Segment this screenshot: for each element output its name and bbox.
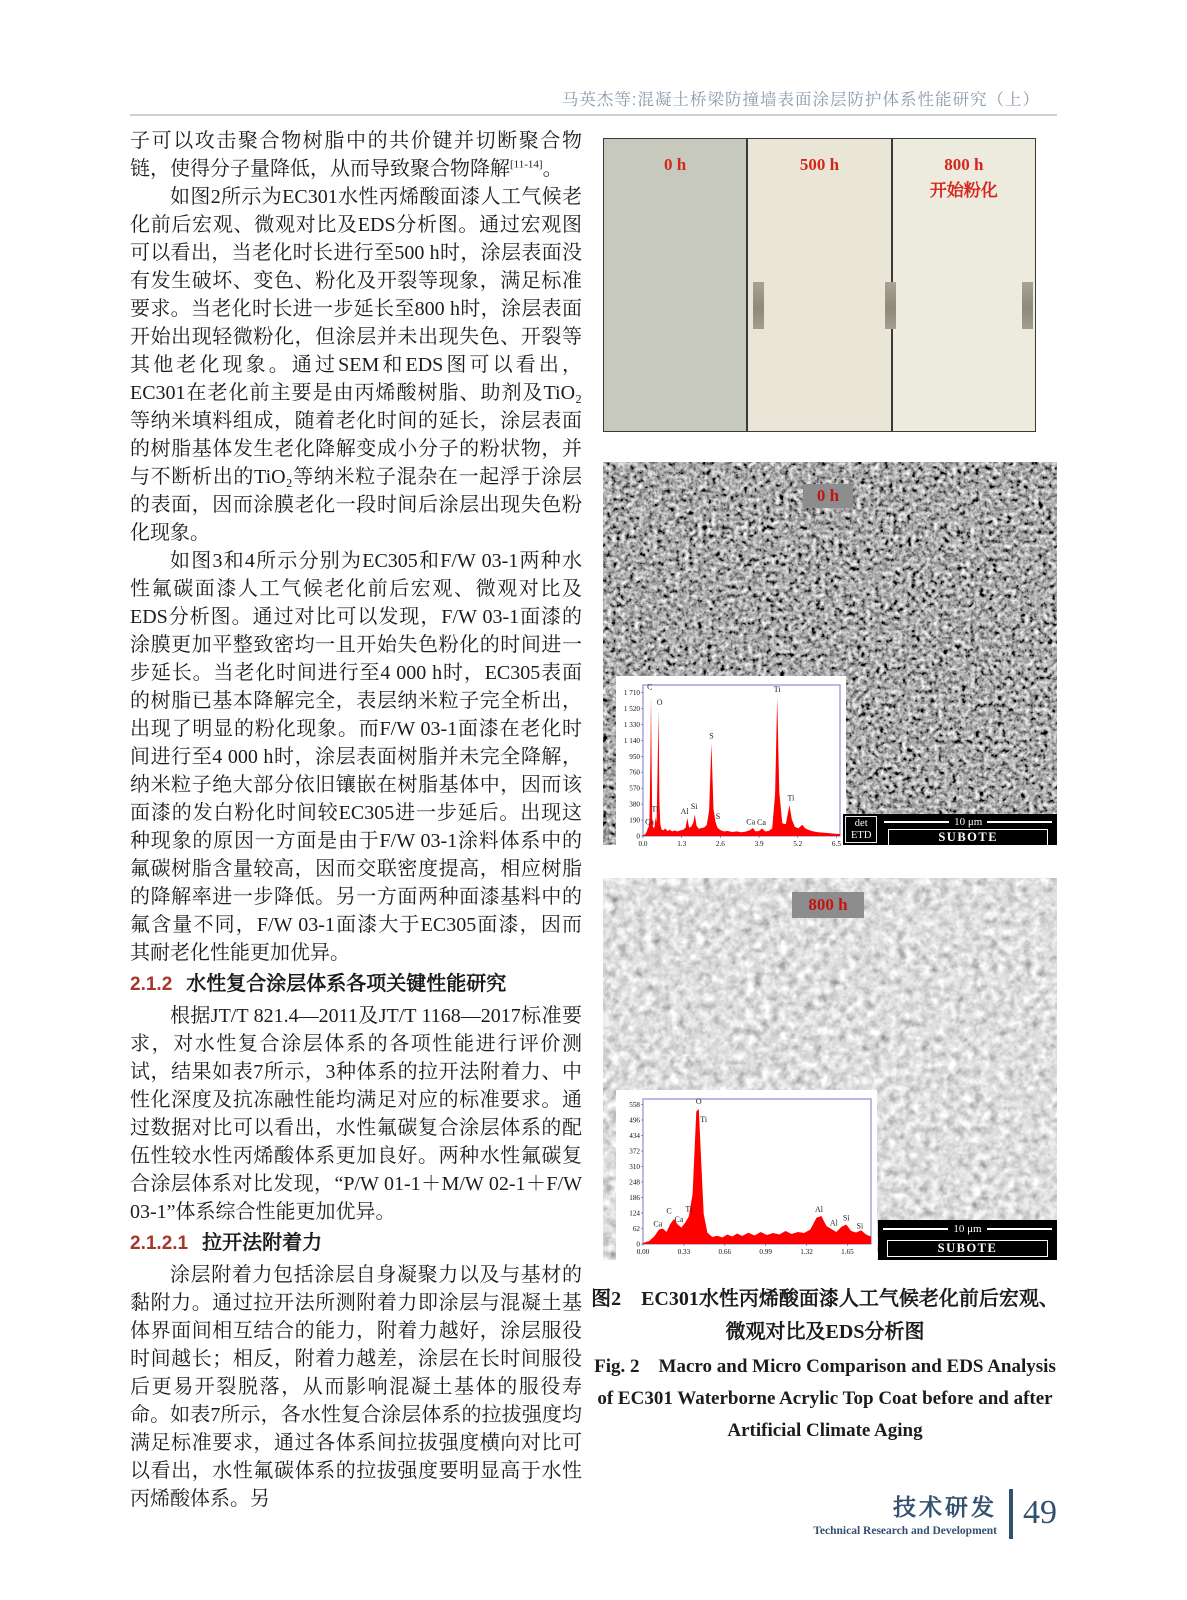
svg-text:6.5: 6.5 [831, 840, 841, 848]
svg-text:O: O [695, 1097, 702, 1106]
svg-text:1.3: 1.3 [677, 840, 687, 848]
page-number: 49 [1023, 1494, 1057, 1531]
svg-text:558: 558 [629, 1101, 640, 1109]
photo-panel-label: 800 h [944, 155, 984, 174]
svg-text:186: 186 [629, 1194, 640, 1202]
svg-text:Al: Al [829, 1218, 838, 1228]
paragraph: 子可以攻击聚合物树脂中的共价键并切断聚合物链，使得分子量降低，从而导致聚合物降解[11-14]。 [130, 130, 582, 180]
svg-text:O: O [656, 698, 663, 708]
svg-text:0: 0 [636, 832, 640, 841]
footer-section-en: Technical Research and Development [813, 1525, 997, 1537]
scale-line [884, 821, 949, 823]
svg-text:1.65: 1.65 [841, 1248, 854, 1256]
svg-text:S: S [715, 811, 721, 821]
svg-text:S: S [709, 731, 714, 741]
photo-clip [885, 282, 896, 329]
svg-text:760: 760 [629, 768, 640, 777]
paragraph: 如图3和4所示分别为EC305和F/W 03-1两种水性氟碳面漆人工气候老化前后宏观、微观对比及EDS分析图。通过对比可以发现，F/W 03-1面漆的涂膜更加平整致密均一且开始失色粉化的时间进一步延长。当老化时间进行至4 000 h时，EC305表面的树脂已基本降解完全，表层纳米粒子完全析出，出现了明显的粉化现象。而F/W 03-1面漆在老化时间进行至4 000 h时，涂层表面树脂并未完全降解，纳米粒子绝大部分依旧镶嵌在树脂基体中，因而该面漆的发白粉化时间较EC305进一步延后。出现这种现象的原因一方面是由于F/W 03-1涂料体系中的氟碳树脂含量较高，因而交联密度提高，相应树脂的降解率进一步降低。另一方面两种面漆基料中的氟含量不同，F/W 03-1面漆大于EC305面漆，因而其耐老化性能更加优异。 [130, 550, 582, 964]
svg-text:Ca: Ca [653, 1219, 663, 1229]
svg-text:434: 434 [629, 1132, 640, 1140]
svg-text:0: 0 [636, 1240, 640, 1249]
footer-section-zh: 技术研发 [893, 1494, 997, 1520]
svg-text:Al: Al [814, 1205, 823, 1214]
photo-panel-sublabel: 开始粉化 [929, 181, 998, 200]
svg-text:Ti: Ti [651, 804, 659, 814]
svg-text:248: 248 [629, 1178, 640, 1187]
brand-label: SUBOTE [887, 1240, 1048, 1257]
svg-text:0.66: 0.66 [718, 1248, 732, 1256]
scale-line [987, 821, 1052, 823]
article-body [130, 127, 582, 1513]
section-heading [130, 970, 582, 999]
svg-text:3.9: 3.9 [754, 840, 764, 848]
figure-caption-zh: 图2 EC301水性丙烯酸面漆人工气候老化前后宏观、微观对比及EDS分析图 [591, 1288, 1059, 1343]
svg-text:0.0: 0.0 [638, 840, 648, 848]
svg-text:Ca: Ca [645, 817, 654, 827]
photo-clip [1022, 282, 1033, 329]
svg-text:Ti: Ti [700, 1115, 708, 1124]
svg-text:Ca: Ca [674, 1215, 684, 1224]
svg-text:1 140: 1 140 [623, 736, 640, 745]
footer-divider [1009, 1489, 1013, 1539]
svg-text:Si: Si [856, 1221, 864, 1231]
svg-text:Ca: Ca [756, 818, 766, 828]
sem-time-tag: 800 h [792, 892, 864, 918]
scale-line [987, 1228, 1052, 1230]
photo-panel [748, 139, 890, 431]
photo-panel-label: 500 h [799, 155, 840, 174]
page-footer [813, 1489, 1057, 1539]
svg-text:Ti: Ti [773, 685, 781, 695]
svg-text:1 710: 1 710 [623, 689, 640, 698]
svg-text:Ca: Ca [746, 817, 756, 827]
eds-spectrum-800h-chart [616, 1090, 877, 1260]
brand-label: SUBOTE [888, 829, 1048, 846]
sem-image-800h [603, 878, 1057, 1260]
svg-text:C: C [666, 1206, 672, 1216]
scale-label: 10 μm [953, 1222, 982, 1235]
svg-text:372: 372 [629, 1147, 640, 1156]
section-heading [130, 1229, 582, 1258]
svg-text:Al: Al [680, 806, 689, 816]
svg-text:190: 190 [629, 816, 640, 825]
sem-image-0h [603, 462, 1057, 848]
section-number: 2.1.2 [130, 974, 173, 995]
figure-caption-en: Fig. 2 Macro and Micro Comparison and EDS Analysis of EC301 Waterborne Acrylic Top Coat before and after Artificial Climate Aging [594, 1356, 1056, 1441]
running-header: 马英杰等:混凝土桥梁防撞墙表面涂层防护体系性能研究（上） [561, 91, 1040, 109]
sem-footer-bar [878, 1220, 1057, 1260]
svg-text:950: 950 [629, 752, 640, 761]
figure-photo-strip [603, 138, 1036, 432]
scale-bar [883, 1222, 1052, 1235]
eds-spectrum-0h-chart [616, 676, 846, 852]
paragraph: 根据JT/T 821.4—2011及JT/T 1168—2017标准要求，对水性复合涂层体系的各项性能进行评价测试，结果如表7所示，3种体系的拉开法附着力、中性化深度及抗冻融性能均满足对应的标准要求。通过数据对比可以看出，水性氟碳复合涂层体系的配伍性较水性丙烯酸体系更加良好。两种水性氟碳复合涂层体系对比发现，“P/W 01-1＋M/W 02-1＋F/W 03-1”体系综合性能更加优异。 [130, 1005, 582, 1223]
scale-label: 10 μm [954, 816, 983, 828]
svg-text:5.2: 5.2 [793, 840, 803, 848]
svg-text:C: C [647, 682, 653, 692]
svg-text:0.33: 0.33 [677, 1248, 691, 1256]
svg-text:Si: Si [842, 1213, 850, 1223]
svg-text:310: 310 [629, 1163, 640, 1171]
paragraph: 涂层附着力包括涂层自身凝聚力以及与基材的黏附力。通过拉开法所测附着力即涂层与混凝土基体界面间相互结合的能力，附着力越好，涂层服役时间越长；相反，附着力越差，涂层在长时间服役后更易开裂脱落，从而影响混凝土基体的服役寿命。如表7所示，各水性复合涂层体系的拉拔强度均满足标准要求，通过各体系间拉拔强度横向对比可以看出，水性氟碳体系的拉拔强度要明显高于水性丙烯酸体系。另 [130, 1264, 582, 1510]
svg-text:1 330: 1 330 [623, 720, 640, 729]
svg-text:2.6: 2.6 [715, 840, 725, 848]
scale-bar [884, 816, 1052, 828]
section-title: 水性复合涂层体系各项关键性能研究 [186, 973, 507, 995]
figure-caption [586, 1283, 1064, 1447]
svg-text:0.99: 0.99 [759, 1248, 772, 1256]
paragraph: 如图2所示为EC301水性丙烯酸面漆人工气候老化前后宏观、微观对比及EDS分析图。通过宏观图可以看出，当老化时长进行至500 h时，涂层表面没有发生破坏、变色、粉化及开裂等现象，满足标准要求。当老化时长进一步延长至800 h时，涂层表面开始出现轻微粉化，但涂层并未出现失色、开裂等其他老化现象。通过SEM和EDS图可以看出，EC301在老化前主要是由丙烯酸树脂、助剂及TiO₂等纳米填料组成，随着老化时间的延长，涂层表面的树脂基体发生老化降解变成小分子的粉状物，并与不断析出的TiO₂等纳米粒子混杂在一起浮于涂层的表面，因而涂膜老化一段时间后涂层出现失色粉化现象。 [130, 186, 582, 544]
sem-time-tag: 0 h [803, 484, 853, 508]
svg-text:62: 62 [632, 1225, 640, 1233]
svg-text:124: 124 [629, 1209, 640, 1218]
header-rule [130, 114, 1057, 116]
svg-text:1.32: 1.32 [800, 1248, 813, 1256]
svg-text:1 520: 1 520 [623, 704, 640, 713]
mode-label: ETD [851, 829, 872, 841]
section-number: 2.1.2.1 [130, 1233, 189, 1254]
photo-panel [893, 139, 1035, 431]
svg-text:380: 380 [629, 800, 640, 809]
svg-text:496: 496 [629, 1116, 640, 1125]
sem-footer-bar [843, 814, 1057, 845]
detector-cell [845, 816, 877, 843]
section-title: 拉开法附着力 [202, 1232, 323, 1254]
svg-text:Ti: Ti [787, 793, 795, 803]
photo-panel-label: 0 h [664, 155, 687, 174]
svg-text:Si: Si [690, 802, 698, 812]
svg-text:0.00: 0.00 [636, 1248, 650, 1256]
photo-panel [604, 139, 746, 431]
scale-line [883, 1228, 948, 1230]
svg-text:570: 570 [629, 784, 640, 793]
detector-label: det [854, 817, 868, 829]
photo-clip [753, 282, 764, 329]
svg-text:Ti: Ti [685, 1204, 693, 1214]
